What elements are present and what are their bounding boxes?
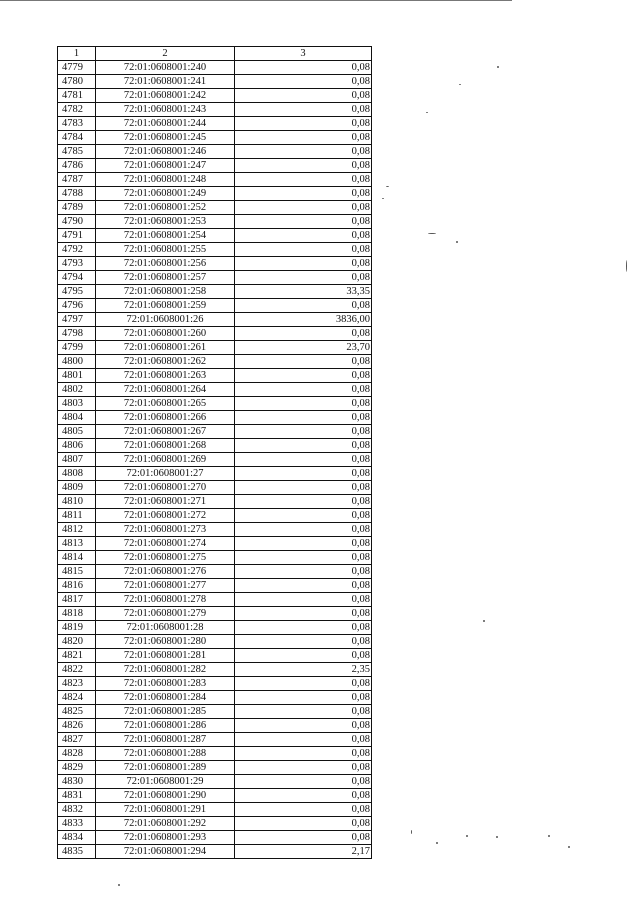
- header-col-3: 3: [235, 47, 372, 61]
- table-row: [58, 271, 372, 285]
- cadastral-number: 72:01:0608001:288: [96, 747, 235, 761]
- row-value: 0,08: [235, 425, 372, 439]
- cadastral-number: 72:01:0608001:257: [96, 271, 235, 285]
- row-number: 4792: [58, 243, 96, 257]
- row-number: 4788: [58, 187, 96, 201]
- row-value: 0,08: [235, 789, 372, 803]
- table-row: [58, 481, 372, 495]
- cadastral-number: 72:01:0608001:27: [96, 467, 235, 481]
- row-value: 0,08: [235, 593, 372, 607]
- row-number: 4794: [58, 271, 96, 285]
- row-value: 0,08: [235, 439, 372, 453]
- table-row: [58, 803, 372, 817]
- scan-speck: [548, 835, 550, 837]
- row-number: 4832: [58, 803, 96, 817]
- row-value: 0,08: [235, 579, 372, 593]
- row-number: 4825: [58, 705, 96, 719]
- row-value: 0,08: [235, 411, 372, 425]
- scan-speck: [459, 84, 461, 85]
- cadastral-number: 72:01:0608001:258: [96, 285, 235, 299]
- row-number: 4834: [58, 831, 96, 845]
- row-number: 4835: [58, 845, 96, 859]
- row-value: 0,08: [235, 621, 372, 635]
- row-value: 0,08: [235, 775, 372, 789]
- row-value: 0,08: [235, 607, 372, 621]
- row-value: 0,08: [235, 159, 372, 173]
- row-number: 4810: [58, 495, 96, 509]
- scan-speck: [411, 830, 412, 834]
- row-number: 4798: [58, 327, 96, 341]
- scan-speck: [428, 233, 436, 234]
- cadastral-number: 72:01:0608001:249: [96, 187, 235, 201]
- row-number: 4786: [58, 159, 96, 173]
- row-value: 23,70: [235, 341, 372, 355]
- row-value: 0,08: [235, 369, 372, 383]
- cadastral-number: 72:01:0608001:268: [96, 439, 235, 453]
- scan-speck: [497, 66, 499, 68]
- row-number: 4812: [58, 523, 96, 537]
- page-top-rule: [0, 0, 512, 1]
- table-row: [58, 691, 372, 705]
- cadastral-number: 72:01:0608001:252: [96, 201, 235, 215]
- cadastral-number: 72:01:0608001:26: [96, 313, 235, 327]
- row-value: 0,08: [235, 299, 372, 313]
- cadastral-number: 72:01:0608001:247: [96, 159, 235, 173]
- cadastral-number: 72:01:0608001:28: [96, 621, 235, 635]
- row-number: 4801: [58, 369, 96, 383]
- cadastral-number: 72:01:0608001:291: [96, 803, 235, 817]
- table-row: [58, 621, 372, 635]
- row-value: 2,17: [235, 845, 372, 859]
- table-row: [58, 817, 372, 831]
- row-value: 0,08: [235, 61, 372, 75]
- cadastral-number: 72:01:0608001:266: [96, 411, 235, 425]
- cadastral-number: 72:01:0608001:278: [96, 593, 235, 607]
- table-row: [58, 425, 372, 439]
- row-value: 0,08: [235, 89, 372, 103]
- cadastral-number: 72:01:0608001:260: [96, 327, 235, 341]
- row-number: 4824: [58, 691, 96, 705]
- cadastral-number: 72:01:0608001:243: [96, 103, 235, 117]
- table-row: [58, 313, 372, 327]
- row-number: 4811: [58, 509, 96, 523]
- table-row: [58, 607, 372, 621]
- row-number: 4822: [58, 663, 96, 677]
- table-row: [58, 747, 372, 761]
- row-value: 0,08: [235, 803, 372, 817]
- table-header: [58, 47, 372, 61]
- cadastral-number: 72:01:0608001:273: [96, 523, 235, 537]
- row-value: 0,08: [235, 635, 372, 649]
- row-number: 4823: [58, 677, 96, 691]
- row-number: 4782: [58, 103, 96, 117]
- table-row: [58, 579, 372, 593]
- row-value: 0,08: [235, 145, 372, 159]
- cadastral-number: 72:01:0608001:262: [96, 355, 235, 369]
- row-number: 4820: [58, 635, 96, 649]
- cadastral-number: 72:01:0608001:265: [96, 397, 235, 411]
- scan-speck: [382, 198, 384, 199]
- cadastral-number: 72:01:0608001:254: [96, 229, 235, 243]
- table-row: [58, 789, 372, 803]
- row-number: 4814: [58, 551, 96, 565]
- table-row: [58, 509, 372, 523]
- cadastral-number: 72:01:0608001:275: [96, 551, 235, 565]
- table-row: [58, 649, 372, 663]
- scan-speck: [626, 260, 627, 272]
- scan-speck: [483, 620, 485, 622]
- row-number: 4785: [58, 145, 96, 159]
- scan-speck: [386, 186, 389, 187]
- cadastral-number: 72:01:0608001:270: [96, 481, 235, 495]
- row-number: 4808: [58, 467, 96, 481]
- scan-speck: [466, 835, 468, 837]
- table-row: [58, 201, 372, 215]
- scan-speck: [456, 241, 458, 243]
- table-row: [58, 369, 372, 383]
- cadastral-number: 72:01:0608001:286: [96, 719, 235, 733]
- row-number: 4813: [58, 537, 96, 551]
- header-col-1: 1: [58, 47, 96, 61]
- cadastral-number: 72:01:0608001:276: [96, 565, 235, 579]
- row-value: 0,08: [235, 257, 372, 271]
- row-number: 4831: [58, 789, 96, 803]
- row-number: 4796: [58, 299, 96, 313]
- table-body: [58, 61, 372, 859]
- table-row: [58, 89, 372, 103]
- row-value: 0,08: [235, 75, 372, 89]
- cadastral-number: 72:01:0608001:256: [96, 257, 235, 271]
- table-row: [58, 299, 372, 313]
- cadastral-number: 72:01:0608001:242: [96, 89, 235, 103]
- cadastral-number: 72:01:0608001:277: [96, 579, 235, 593]
- row-number: 4799: [58, 341, 96, 355]
- row-number: 4787: [58, 173, 96, 187]
- row-value: 0,08: [235, 243, 372, 257]
- cadastral-number: 72:01:0608001:293: [96, 831, 235, 845]
- header-row: [58, 47, 372, 61]
- row-number: 4803: [58, 397, 96, 411]
- table-row: [58, 495, 372, 509]
- row-value: 0,08: [235, 691, 372, 705]
- scan-speck: [496, 836, 498, 838]
- cadastral-number: 72:01:0608001:248: [96, 173, 235, 187]
- cadastral-number: 72:01:0608001:285: [96, 705, 235, 719]
- row-value: 0,08: [235, 495, 372, 509]
- scan-speck: [118, 884, 120, 886]
- row-value: 0,08: [235, 117, 372, 131]
- row-value: 0,08: [235, 831, 372, 845]
- table-row: [58, 831, 372, 845]
- table-row: [58, 187, 372, 201]
- table-row: [58, 383, 372, 397]
- row-value: 0,08: [235, 719, 372, 733]
- row-value: 0,08: [235, 355, 372, 369]
- row-number: 4802: [58, 383, 96, 397]
- row-number: 4817: [58, 593, 96, 607]
- row-number: 4780: [58, 75, 96, 89]
- cadastral-number: 72:01:0608001:294: [96, 845, 235, 859]
- row-value: 0,08: [235, 271, 372, 285]
- table-row: [58, 243, 372, 257]
- row-number: 4795: [58, 285, 96, 299]
- row-value: 0,08: [235, 467, 372, 481]
- table-row: [58, 565, 372, 579]
- cadastral-number: 72:01:0608001:269: [96, 453, 235, 467]
- row-number: 4821: [58, 649, 96, 663]
- row-value: 0,08: [235, 761, 372, 775]
- row-value: 0,08: [235, 215, 372, 229]
- row-number: 4805: [58, 425, 96, 439]
- table-row: [58, 229, 372, 243]
- table-row: [58, 341, 372, 355]
- row-value: 0,08: [235, 747, 372, 761]
- cadastral-number: 72:01:0608001:272: [96, 509, 235, 523]
- row-value: 33,35: [235, 285, 372, 299]
- row-value: 2,35: [235, 663, 372, 677]
- cadastral-number: 72:01:0608001:284: [96, 691, 235, 705]
- table-row: [58, 411, 372, 425]
- cadastral-number: 72:01:0608001:246: [96, 145, 235, 159]
- row-value: 0,08: [235, 733, 372, 747]
- scan-speck: [436, 842, 438, 844]
- row-value: 0,08: [235, 817, 372, 831]
- row-number: 4829: [58, 761, 96, 775]
- row-value: 0,08: [235, 173, 372, 187]
- table-row: [58, 131, 372, 145]
- table-row: [58, 439, 372, 453]
- row-number: 4789: [58, 201, 96, 215]
- row-number: 4816: [58, 579, 96, 593]
- table-row: [58, 453, 372, 467]
- scan-speck: [568, 846, 570, 848]
- table-row: [58, 173, 372, 187]
- table-row: [58, 523, 372, 537]
- table-row: [58, 663, 372, 677]
- row-value: 3836,00: [235, 313, 372, 327]
- cadastral-number: 72:01:0608001:244: [96, 117, 235, 131]
- table-row: [58, 733, 372, 747]
- row-number: 4827: [58, 733, 96, 747]
- cadastral-number: 72:01:0608001:292: [96, 817, 235, 831]
- cadastral-number: 72:01:0608001:274: [96, 537, 235, 551]
- row-number: 4815: [58, 565, 96, 579]
- row-number: 4826: [58, 719, 96, 733]
- table-row: [58, 677, 372, 691]
- row-value: 0,08: [235, 229, 372, 243]
- row-value: 0,08: [235, 537, 372, 551]
- table-row: [58, 327, 372, 341]
- row-number: 4784: [58, 131, 96, 145]
- row-value: 0,08: [235, 327, 372, 341]
- row-number: 4800: [58, 355, 96, 369]
- row-number: 4791: [58, 229, 96, 243]
- row-number: 4804: [58, 411, 96, 425]
- row-value: 0,08: [235, 509, 372, 523]
- table-row: [58, 257, 372, 271]
- row-value: 0,08: [235, 523, 372, 537]
- row-value: 0,08: [235, 453, 372, 467]
- header-col-2: 2: [96, 47, 235, 61]
- cadastral-number: 72:01:0608001:281: [96, 649, 235, 663]
- cadastral-number: 72:01:0608001:245: [96, 131, 235, 145]
- cadastral-number: 72:01:0608001:279: [96, 607, 235, 621]
- cadastral-number: 72:01:0608001:241: [96, 75, 235, 89]
- table-row: [58, 145, 372, 159]
- table-row: [58, 61, 372, 75]
- row-number: 4833: [58, 817, 96, 831]
- cadastral-number: 72:01:0608001:240: [96, 61, 235, 75]
- cadastral-number: 72:01:0608001:289: [96, 761, 235, 775]
- table-row: [58, 285, 372, 299]
- cadastral-number: 72:01:0608001:255: [96, 243, 235, 257]
- table-row: [58, 705, 372, 719]
- cadastral-number: 72:01:0608001:253: [96, 215, 235, 229]
- row-number: 4806: [58, 439, 96, 453]
- row-value: 0,08: [235, 103, 372, 117]
- table-row: [58, 593, 372, 607]
- table-row: [58, 215, 372, 229]
- row-value: 0,08: [235, 649, 372, 663]
- row-value: 0,08: [235, 187, 372, 201]
- table-row: [58, 103, 372, 117]
- table-row: [58, 551, 372, 565]
- table-row: [58, 761, 372, 775]
- cadastral-number: 72:01:0608001:287: [96, 733, 235, 747]
- table-row: [58, 719, 372, 733]
- row-number: 4793: [58, 257, 96, 271]
- row-value: 0,08: [235, 565, 372, 579]
- scan-speck: [426, 112, 428, 113]
- cadastral-number: 72:01:0608001:282: [96, 663, 235, 677]
- row-number: 4819: [58, 621, 96, 635]
- row-number: 4783: [58, 117, 96, 131]
- table-row: [58, 397, 372, 411]
- row-value: 0,08: [235, 705, 372, 719]
- table-row: [58, 75, 372, 89]
- row-number: 4807: [58, 453, 96, 467]
- row-value: 0,08: [235, 397, 372, 411]
- row-number: 4781: [58, 89, 96, 103]
- table-row: [58, 467, 372, 481]
- cadastral-number: 72:01:0608001:263: [96, 369, 235, 383]
- cadastral-number: 72:01:0608001:290: [96, 789, 235, 803]
- row-value: 0,08: [235, 131, 372, 145]
- cadastral-number: 72:01:0608001:283: [96, 677, 235, 691]
- row-number: 4828: [58, 747, 96, 761]
- table-row: [58, 845, 372, 859]
- cadastral-table: [57, 46, 372, 859]
- cadastral-number: 72:01:0608001:29: [96, 775, 235, 789]
- cadastral-number: 72:01:0608001:259: [96, 299, 235, 313]
- cadastral-number: 72:01:0608001:267: [96, 425, 235, 439]
- row-number: 4779: [58, 61, 96, 75]
- row-number: 4818: [58, 607, 96, 621]
- table-row: [58, 117, 372, 131]
- row-value: 0,08: [235, 551, 372, 565]
- table-row: [58, 355, 372, 369]
- table-row: [58, 537, 372, 551]
- row-value: 0,08: [235, 383, 372, 397]
- cadastral-number: 72:01:0608001:264: [96, 383, 235, 397]
- row-number: 4830: [58, 775, 96, 789]
- cadastral-number: 72:01:0608001:271: [96, 495, 235, 509]
- row-value: 0,08: [235, 481, 372, 495]
- table-row: [58, 635, 372, 649]
- row-value: 0,08: [235, 677, 372, 691]
- cadastral-number: 72:01:0608001:261: [96, 341, 235, 355]
- row-value: 0,08: [235, 201, 372, 215]
- row-number: 4809: [58, 481, 96, 495]
- row-number: 4797: [58, 313, 96, 327]
- row-number: 4790: [58, 215, 96, 229]
- cadastral-number: 72:01:0608001:280: [96, 635, 235, 649]
- table-row: [58, 775, 372, 789]
- table-row: [58, 159, 372, 173]
